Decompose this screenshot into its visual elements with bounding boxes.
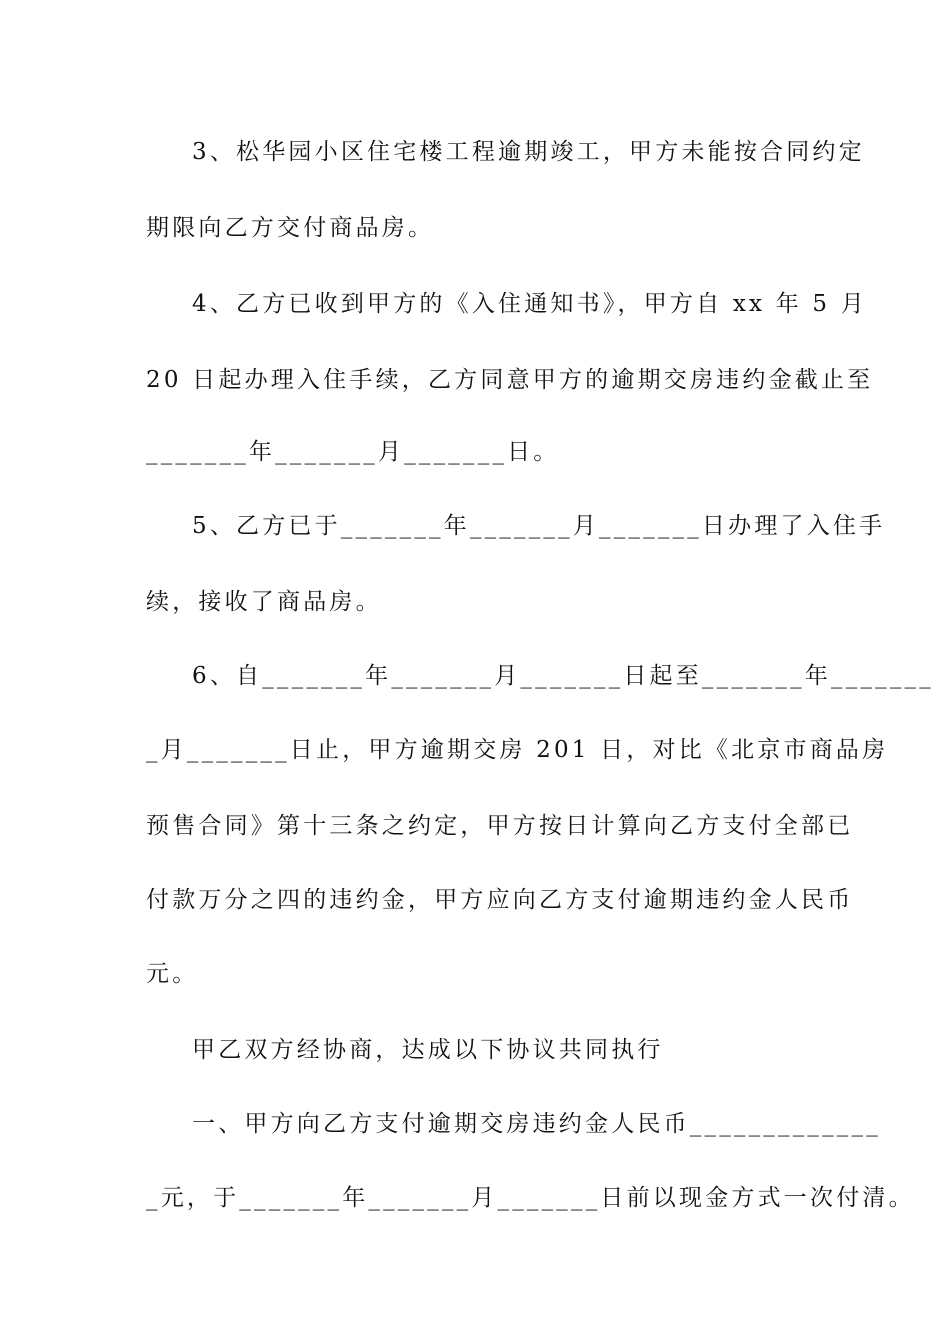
clause-1-line-2: _元，于_______年_______月_______日前以现金方式一次付清。 [146, 1185, 915, 1211]
paragraph-4-line-1: 4、乙方已收到甲方的《入住通知书》，甲方自 xx 年 5 月 [192, 291, 867, 317]
paragraph-3-line-1: 3、松华园小区住宅楼工程逾期竣工，甲方未能按合同约定 [192, 139, 865, 165]
paragraph-6-line-4: 付款万分之四的违约金，甲方应向乙方支付逾期违约金人民币 [146, 887, 854, 913]
paragraph-3-line-2: 期限向乙方交付商品房。 [146, 215, 435, 241]
paragraph-6-line-3: 预售合同》第十三条之约定，甲方按日计算向乙方支付全部已 [146, 813, 854, 839]
paragraph-4-line-3: _______年_______月_______日。 [146, 439, 560, 465]
agreement-intro: 甲乙双方经协商，达成以下协议共同执行 [192, 1037, 664, 1063]
paragraph-6-line-5: 元。 [146, 961, 199, 987]
paragraph-4-line-2: 20 日起办理入住手续，乙方同意甲方的逾期交房违约金截止至 [146, 367, 874, 393]
paragraph-6-line-1: 6、自_______年_______月_______日起至_______年_______ [192, 663, 934, 689]
paragraph-5-line-2: 续，接收了商品房。 [146, 589, 382, 615]
paragraph-5-line-1: 5、乙方已于_______年_______月_______日办理了入住手 [192, 513, 886, 539]
paragraph-6-line-2: _月_______日止，甲方逾期交房 201 日，对比《北京市商品房 [146, 737, 889, 763]
clause-1-line-1: 一、甲方向乙方支付逾期交房违约金人民币_____________ [192, 1111, 881, 1137]
